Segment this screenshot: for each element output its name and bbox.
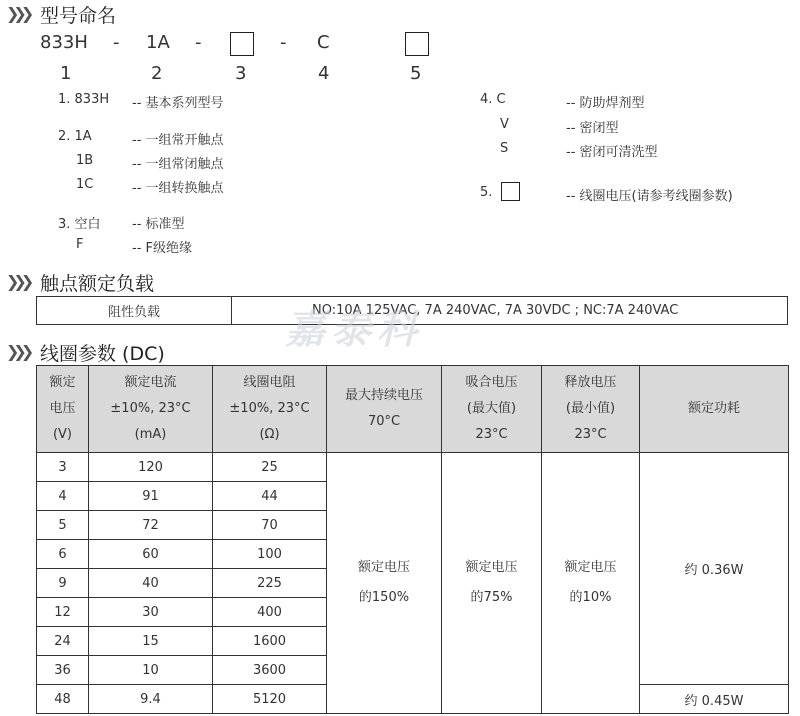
load-value: NO:10A 125VAC, 7A 240VAC, 7A 30VDC ; NC:7A 240VAC — [232, 297, 788, 325]
watermark: 嘉泰科 — [285, 307, 423, 353]
cell-power-last: 约 0.45W — [640, 685, 789, 714]
coil-parameter-table — [36, 365, 789, 714]
cell-current: 9.4 — [89, 685, 213, 714]
def-desc: -- 基本系列型号 — [132, 96, 224, 111]
model-index: 3 — [235, 63, 247, 84]
model-blank-box-5 — [405, 32, 429, 56]
coil-header-row — [37, 366, 789, 453]
section-title-coil: 线圈参数 (DC) — [40, 343, 165, 365]
def-code: V — [500, 117, 509, 132]
def-code: 1. 833H — [58, 92, 110, 107]
cell-power-main: 约 0.36W — [640, 453, 789, 685]
section-chevron-icon: ❯❯❯ — [6, 272, 29, 291]
cell-current: 120 — [89, 453, 213, 482]
cell-release-voltage: 额定电压 的10% — [542, 453, 640, 714]
cell-resistance: 70 — [213, 511, 327, 540]
model-index: 4 — [318, 63, 330, 84]
coil-voltage-box — [501, 182, 520, 201]
section-title-load: 触点额定负载 — [40, 273, 155, 295]
def-code: 4. C — [480, 92, 506, 107]
model-separator: - — [113, 32, 120, 53]
header-max-voltage: 最大持续电压 70°C — [327, 366, 442, 453]
def-desc: -- 一组转换触点 — [132, 181, 224, 196]
header-pickup-voltage: 吸合电压 (最大值) 23°C — [442, 366, 542, 453]
header-rated-voltage: 额定 电压 (V) — [37, 366, 89, 453]
def-code: 1B — [76, 153, 94, 168]
model-contact: 1A — [146, 32, 170, 53]
cell-resistance: 225 — [213, 569, 327, 598]
cell-voltage: 24 — [37, 627, 89, 656]
cell-resistance: 5120 — [213, 685, 327, 714]
cell-resistance: 3600 — [213, 656, 327, 685]
def-code: 5. — [480, 185, 493, 200]
model-prefix: 833H — [40, 32, 88, 53]
cell-resistance: 44 — [213, 482, 327, 511]
cell-resistance: 25 — [213, 453, 327, 482]
def-code: S — [500, 141, 509, 156]
def-code: 2. 1A — [58, 129, 92, 144]
def-code: 1C — [76, 177, 94, 192]
def-desc: -- 防助焊剂型 — [566, 96, 645, 111]
cell-voltage: 9 — [37, 569, 89, 598]
def-desc: -- 线圈电压(请参考线圈参数) — [566, 189, 733, 204]
def-desc: -- F级绝缘 — [132, 241, 192, 256]
cell-current: 72 — [89, 511, 213, 540]
cell-voltage: 4 — [37, 482, 89, 511]
def-desc: -- 标准型 — [132, 217, 185, 232]
model-blank-box-3 — [230, 32, 254, 56]
cell-current: 40 — [89, 569, 213, 598]
cell-current: 10 — [89, 656, 213, 685]
header-release-voltage: 释放电压 (最小值) 23°C — [542, 366, 640, 453]
section-chevron-icon: ❯❯❯ — [6, 342, 29, 361]
cell-current: 60 — [89, 540, 213, 569]
header-coil-resistance: 线圈电阻 ±10%, 23°C (Ω) — [213, 366, 327, 453]
model-index: 5 — [410, 63, 422, 84]
cell-voltage: 3 — [37, 453, 89, 482]
header-rated-power: 额定功耗 — [640, 366, 789, 453]
model-separator: - — [280, 32, 287, 53]
def-desc: -- 一组常开触点 — [132, 133, 224, 148]
header-rated-current: 额定电流 ±10%, 23°C (mA) — [89, 366, 213, 453]
section-chevron-icon: ❯❯❯ — [6, 4, 29, 23]
cell-voltage: 36 — [37, 656, 89, 685]
def-desc: -- 密闭可清洗型 — [566, 145, 658, 160]
def-desc: -- 一组常闭触点 — [132, 157, 224, 172]
model-index: 2 — [151, 63, 163, 84]
section-title-model: 型号命名 — [40, 5, 117, 27]
cell-voltage: 6 — [37, 540, 89, 569]
def-code: 3. 空白 — [58, 217, 101, 232]
cell-voltage: 12 — [37, 598, 89, 627]
table-row — [37, 453, 789, 482]
model-separator: - — [195, 32, 202, 53]
cell-current: 15 — [89, 627, 213, 656]
cell-resistance: 400 — [213, 598, 327, 627]
cell-resistance: 1600 — [213, 627, 327, 656]
cell-voltage: 5 — [37, 511, 89, 540]
def-desc: -- 密闭型 — [566, 121, 619, 136]
model-index: 1 — [60, 63, 72, 84]
cell-pickup-voltage: 额定电压 的75% — [442, 453, 542, 714]
def-code: F — [76, 237, 84, 252]
cell-max-voltage: 额定电压 的150% — [327, 453, 442, 714]
cell-voltage: 48 — [37, 685, 89, 714]
cell-current: 30 — [89, 598, 213, 627]
load-label: 阻性负载 — [37, 297, 232, 325]
cell-resistance: 100 — [213, 540, 327, 569]
model-c: C — [317, 32, 330, 53]
cell-current: 91 — [89, 482, 213, 511]
